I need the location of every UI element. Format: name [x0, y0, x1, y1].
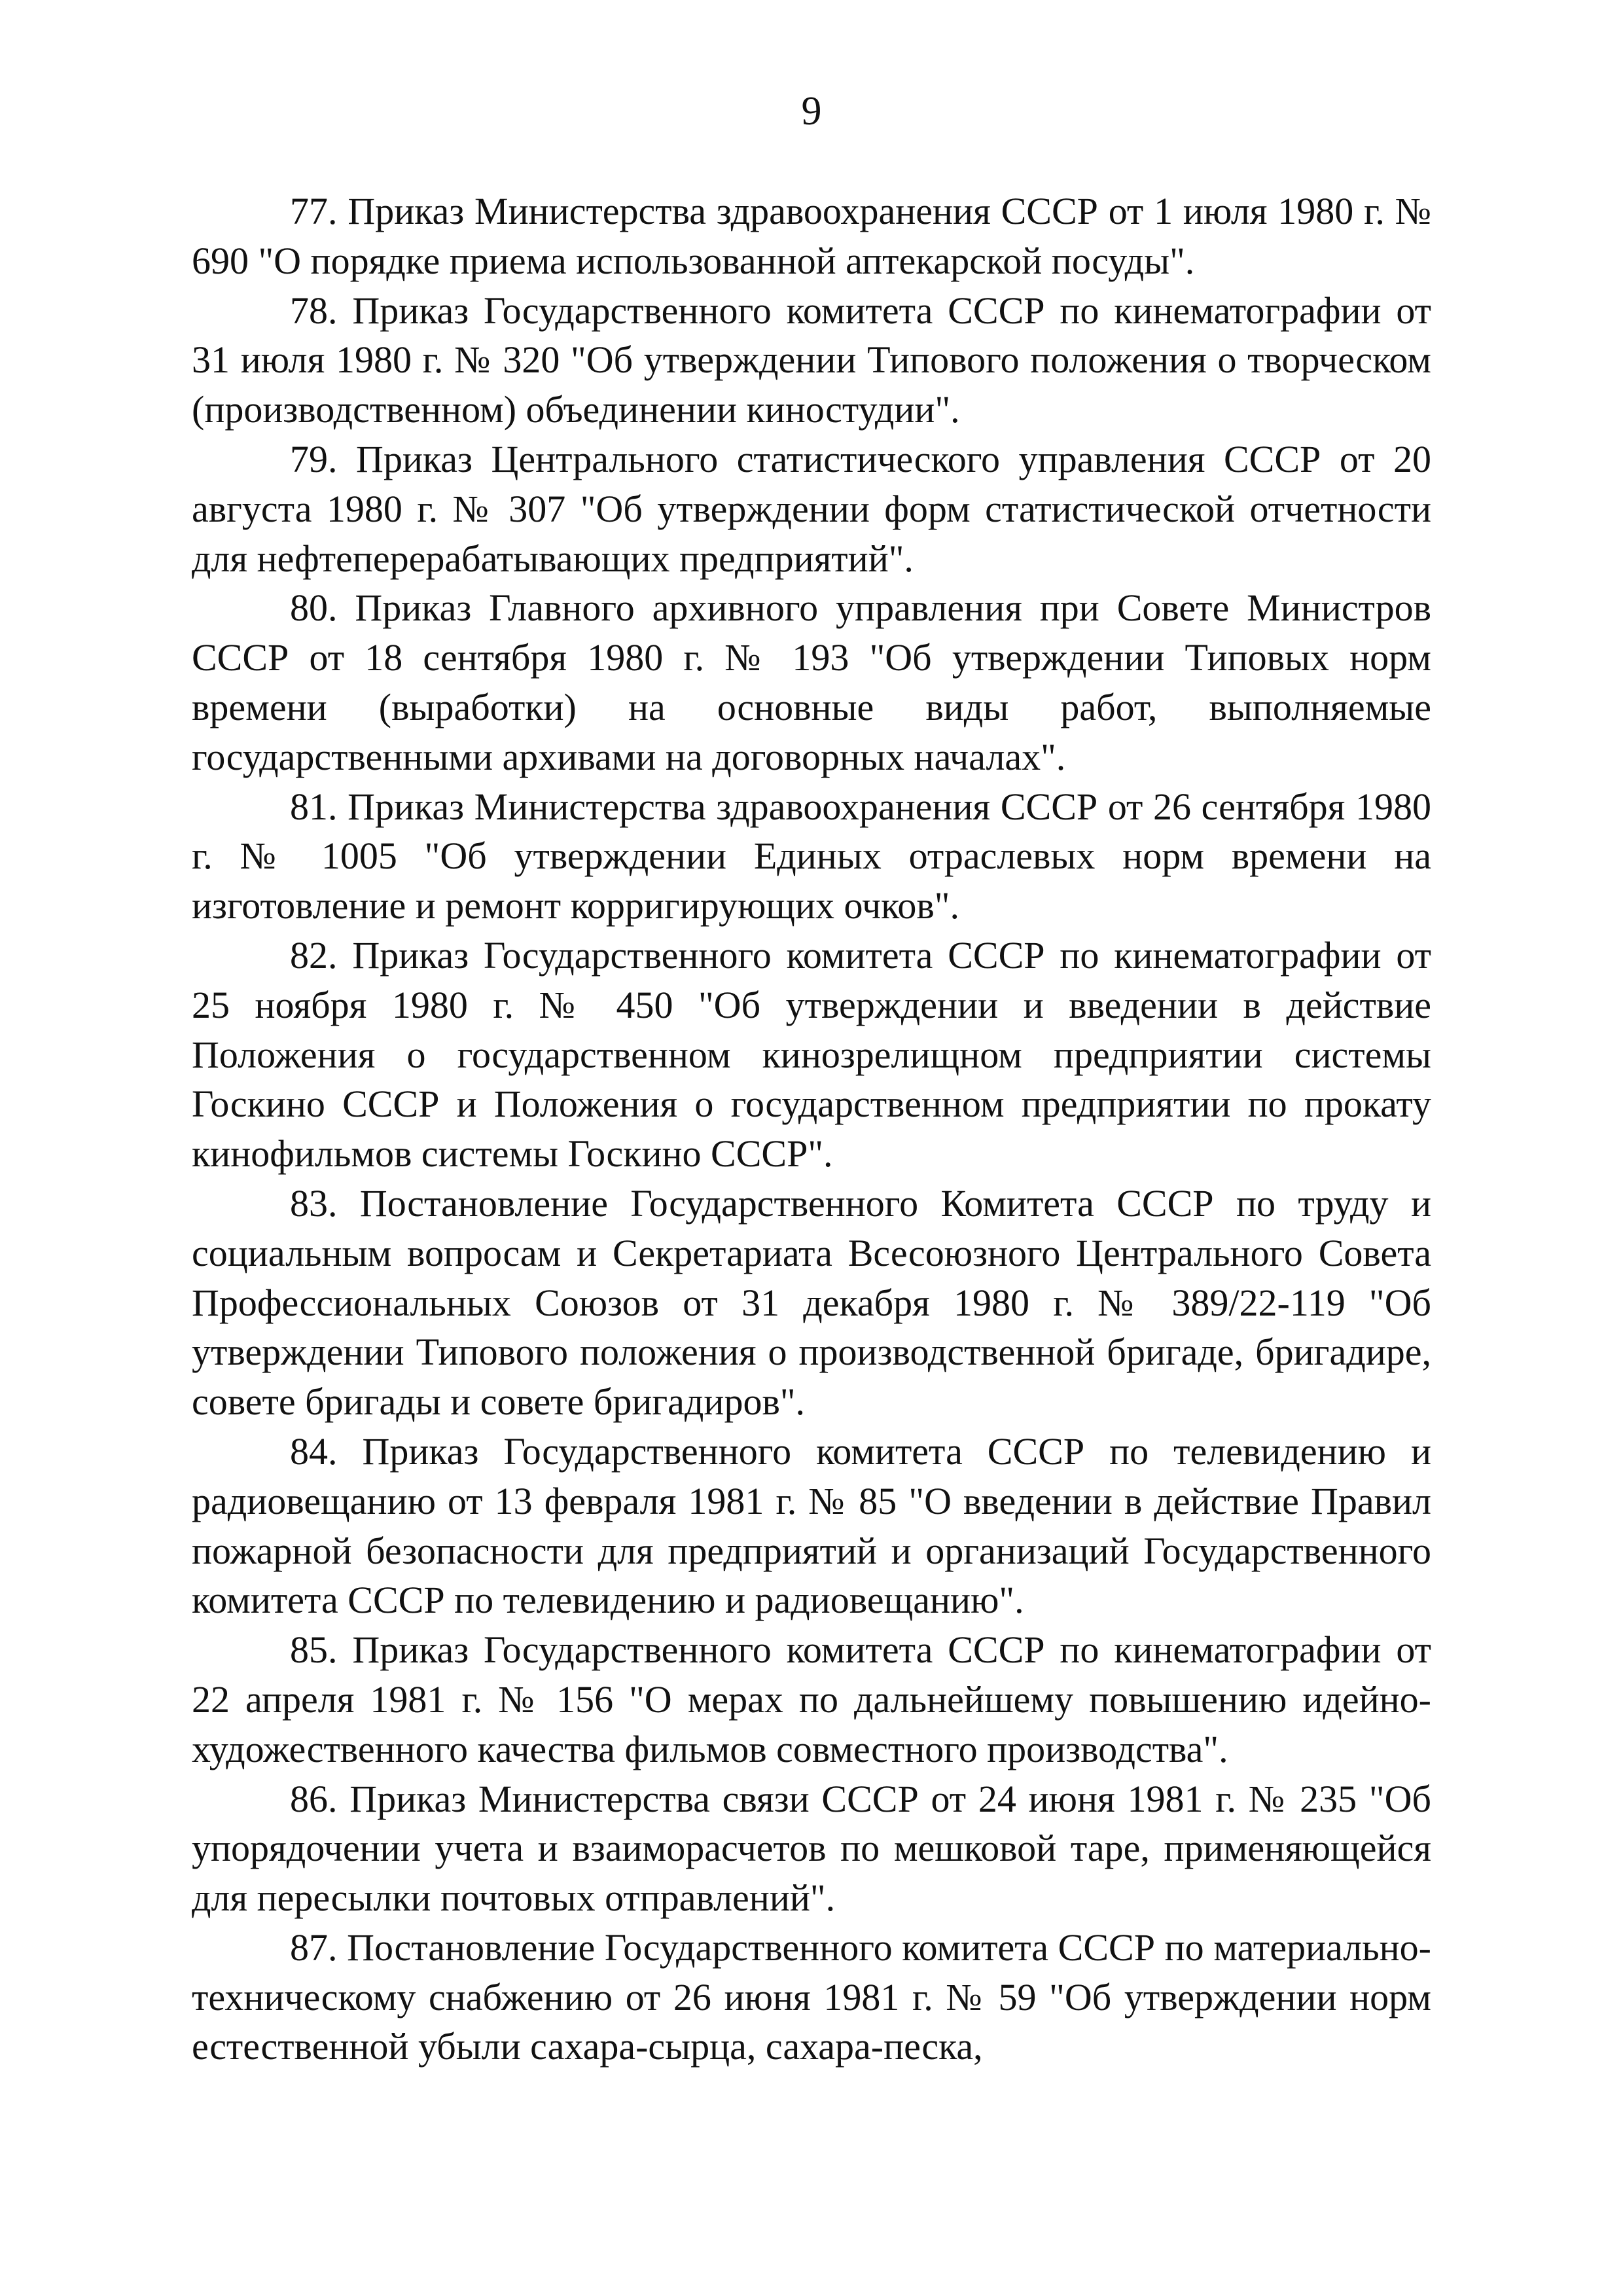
list-item-83: 83. Постановление Государственного Комитета СССР по труду и социальным вопросам и Секретариата Всесоюзного Центрального Совета Профессиональных Союзов от 31 декабря 1980 г. № 389/22-119 "Об утверждении Типового положения о производственной бригаде, бригадире, совете бригады и совете бригадиров". [192, 1181, 1431, 1424]
list-item-87: 87. Постановление Государственного комитета СССР по материально-техническому снабжению от 26 июня 1981 г. № 59 "Об утверждении норм естественной убыли сахара-сырца, сахара-песка, [192, 1926, 1431, 2068]
list-item-78: 78. Приказ Государственного комитета СССР по кинематографии от 31 июля 1980 г. № 320 "Об утверждении Типового положения о творческом (производственном) объединении киностудии". [192, 289, 1431, 431]
document-body [192, 187, 1431, 2072]
list-item-84: 84. Приказ Государственного комитета СССР по телевидению и радиовещанию от 13 февраля 1981 г. № 85 "О введении в действие Правил пожарной безопасности для предприятий и организаций Государственного комитета СССР по телевидению и радиовещанию". [192, 1429, 1431, 1622]
list-item-86: 86. Приказ Министерства связи СССР от 24 июня 1981 г. № 235 "Об упорядочении учета и взаиморасчетов по мешковой таре, применяющейся для пересылки почтовых отправлений". [192, 1777, 1431, 1920]
list-item-85: 85. Приказ Государственного комитета СССР по кинематографии от 22 апреля 1981 г. № 156 "О мерах по дальнейшему повышению идейно-художественного качества фильмов совместного производства". [192, 1628, 1431, 1770]
list-item-80: 80. Приказ Главного архивного управления при Совете Министров СССР от 18 сентября 1980 г. № 193 "Об утверждении Типовых норм времени (выработки) на основные виды работ, выполняемые государственными архивами на договорных началах". [192, 586, 1431, 778]
list-item-77: 77. Приказ Министерства здравоохранения СССР от 1 июля 1980 г. № 690 "О порядке приема использованной аптекарской посуды". [192, 190, 1431, 282]
list-item-81: 81. Приказ Министерства здравоохранения СССР от 26 сентября 1980 г. № 1005 "Об утверждении Единых отраслевых норм времени на изготовление и ремонт корригирующих очков". [192, 785, 1431, 927]
list-item-79: 79. Приказ Центрального статистического управления СССР от 20 августа 1980 г. № 307 "Об утверждении форм статистической отчетности для нефтеперерабатывающих предприятий". [192, 437, 1431, 580]
page-number: 9 [801, 89, 822, 134]
list-item-82: 82. Приказ Государственного комитета СССР по кинематографии от 25 ноября 1980 г. № 450 "Об утверждении и введении в действие Положения о государственном кинозрелищном предприятии системы Госкино СССР и Положения о государственном предприятии по прокату кинофильмов системы Госкино СССР". [192, 933, 1431, 1175]
